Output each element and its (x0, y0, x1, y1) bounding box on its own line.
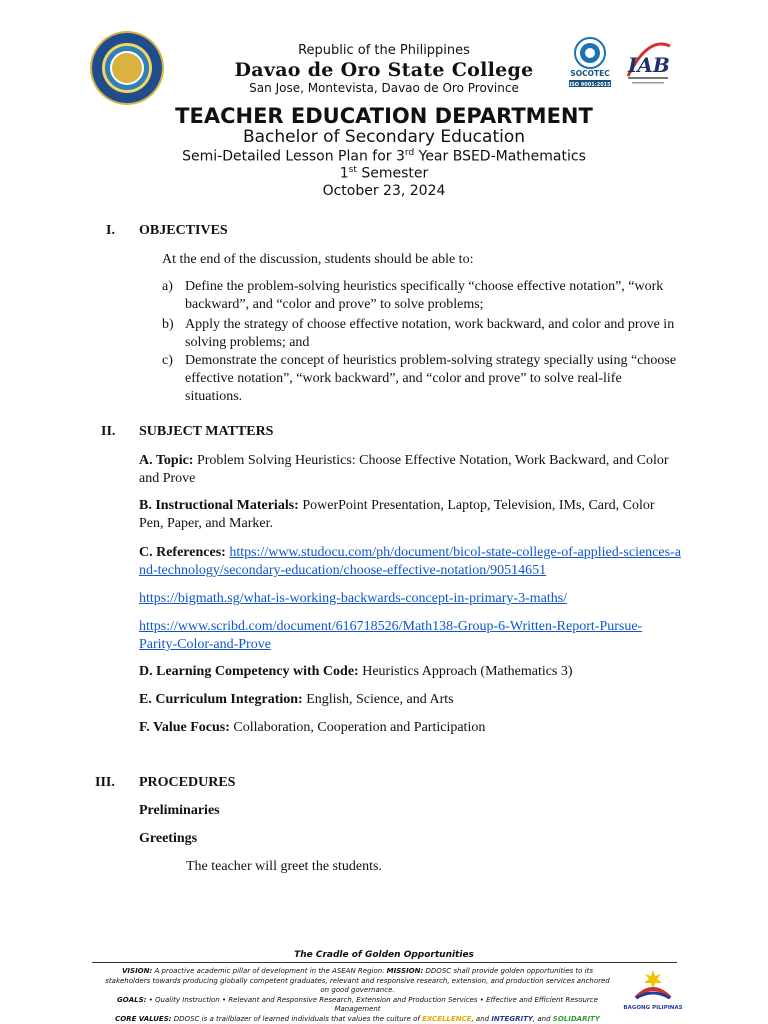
materials-value: PowerPoint Presentation, Laptop, Television, IMs, Card, Color Pen, Paper, and Marker. (139, 498, 655, 531)
iab-label: IAB (628, 53, 670, 77)
greeting-text: The teacher will greet the students. (186, 859, 382, 874)
vision-statement: VISION: A proactive academic pillar of development in the ASEAN Region. MISSION: DDOSC shall provide golden opportunities to its stakeholders towards producing globally competent graduates, relevant and responsive research, extension, and production services anchored on good governance. (105, 967, 610, 994)
college-name: Davao de Oro State College (234, 59, 534, 81)
bagong-pilipinas-label: BAGONG PILIPINAS (623, 1005, 683, 1011)
reference-2-entry (139, 590, 679, 608)
subject-matters-heading: SUBJECT MATTERS (139, 424, 274, 439)
objectives-heading: OBJECTIVES (139, 223, 228, 238)
references-label: C. References: (139, 545, 226, 560)
footer-statements (100, 967, 615, 1024)
topic-label: A. Topic: (139, 453, 194, 468)
competency-value: Heuristics Approach (Mathematics 3) (362, 664, 573, 679)
materials-label: B. Instructional Materials: (139, 498, 299, 513)
competency-label: D. Learning Competency with Code: (139, 664, 359, 679)
integration-entry (139, 691, 679, 709)
integration-label: E. Curriculum Integration: (139, 692, 303, 707)
competency-entry (139, 663, 679, 681)
section-numeral-3: III. (95, 775, 115, 790)
references-entry (139, 544, 684, 580)
reference-link-1[interactable]: https://www.studocu.com/ph/document/bicol-state-college-of-applied-sciences-and-technology/secondary-education/choose-effective-notation/90514651 (139, 545, 681, 578)
semester-line: 1st Semester (339, 165, 429, 182)
program-title: Bachelor of Secondary Education (242, 127, 526, 147)
objective-item-c: Demonstrate the concept of heuristics problem-solving strategy specially using “choose effective notation”, “work backward”, and “color and prove” to solve real-life situations. (185, 353, 677, 404)
lesson-plan-title: Semi-Detailed Lesson Plan for 3rd Year BSED-Mathematics (182, 148, 586, 165)
republic-line: Republic of the Philippines (298, 43, 470, 58)
department-title: TEACHER EDUCATION DEPARTMENT (175, 104, 593, 128)
objective-letter-a: a) (162, 279, 173, 294)
lesson-date: October 23, 2024 (322, 183, 446, 199)
bagong-pilipinas-logo (623, 966, 683, 1012)
topic-value: Problem Solving Heuristics: Choose Effective Notation, Work Backward, and Color and Prove (139, 453, 669, 486)
college-address: San Jose, Montevista, Davao de Oro Province (249, 81, 519, 95)
socotec-label: SOCOTEC (570, 69, 610, 78)
objective-letter-c: c) (162, 353, 173, 368)
section-numeral-2: II. (101, 424, 116, 439)
reference-link-2[interactable]: https://bigmath.sg/what-is-working-backwards-concept-in-primary-3-maths/ (139, 591, 568, 606)
procedures-heading: PROCEDURES (139, 775, 236, 790)
greetings-heading: Greetings (139, 831, 198, 846)
topic-entry (139, 452, 679, 488)
goals-statement: GOALS: • Quality Instruction • Relevant and Responsive Research, Extension and Production Services • Effective and Efficient Resource Management (117, 995, 598, 1013)
integration-value: English, Science, and Arts (306, 692, 454, 707)
objective-item-b: Apply the strategy of choose effective notation, work backward, and color and prove in solving problems; and (185, 317, 675, 350)
core-values-statement: CORE VALUES: DDOSC is a trailblazer of learned individuals that values the culture of EXCELLENCE, and INTEGRITY, and SOLIDARITY (115, 1014, 600, 1023)
materials-entry (139, 497, 679, 533)
objectives-intro: At the end of the discussion, students should be able to: (162, 252, 474, 267)
iso-label: ISO 9001:2015 (569, 82, 611, 88)
footer-tagline: The Cradle of Golden Opportunities (294, 950, 474, 960)
value-focus-value: Collaboration, Cooperation and Participation (233, 720, 486, 735)
reference-link-3[interactable]: https://www.scribd.com/document/616718526/Math138-Group-6-Written-Report-Pursue-Parity-Color-and-Prove (139, 619, 643, 652)
section-numeral-1: I. (106, 223, 115, 238)
footer-divider (92, 962, 677, 963)
value-focus-label: F. Value Focus: (139, 720, 230, 735)
reference-3-entry (139, 618, 659, 654)
value-focus-entry (139, 719, 679, 737)
objective-letter-b: b) (162, 317, 174, 332)
preliminaries-heading: Preliminaries (139, 803, 220, 818)
objective-item-a: Define the problem-solving heuristics specifically “choose effective notation”, “work backward”, and “color and prove” to solve problems; (185, 279, 664, 312)
